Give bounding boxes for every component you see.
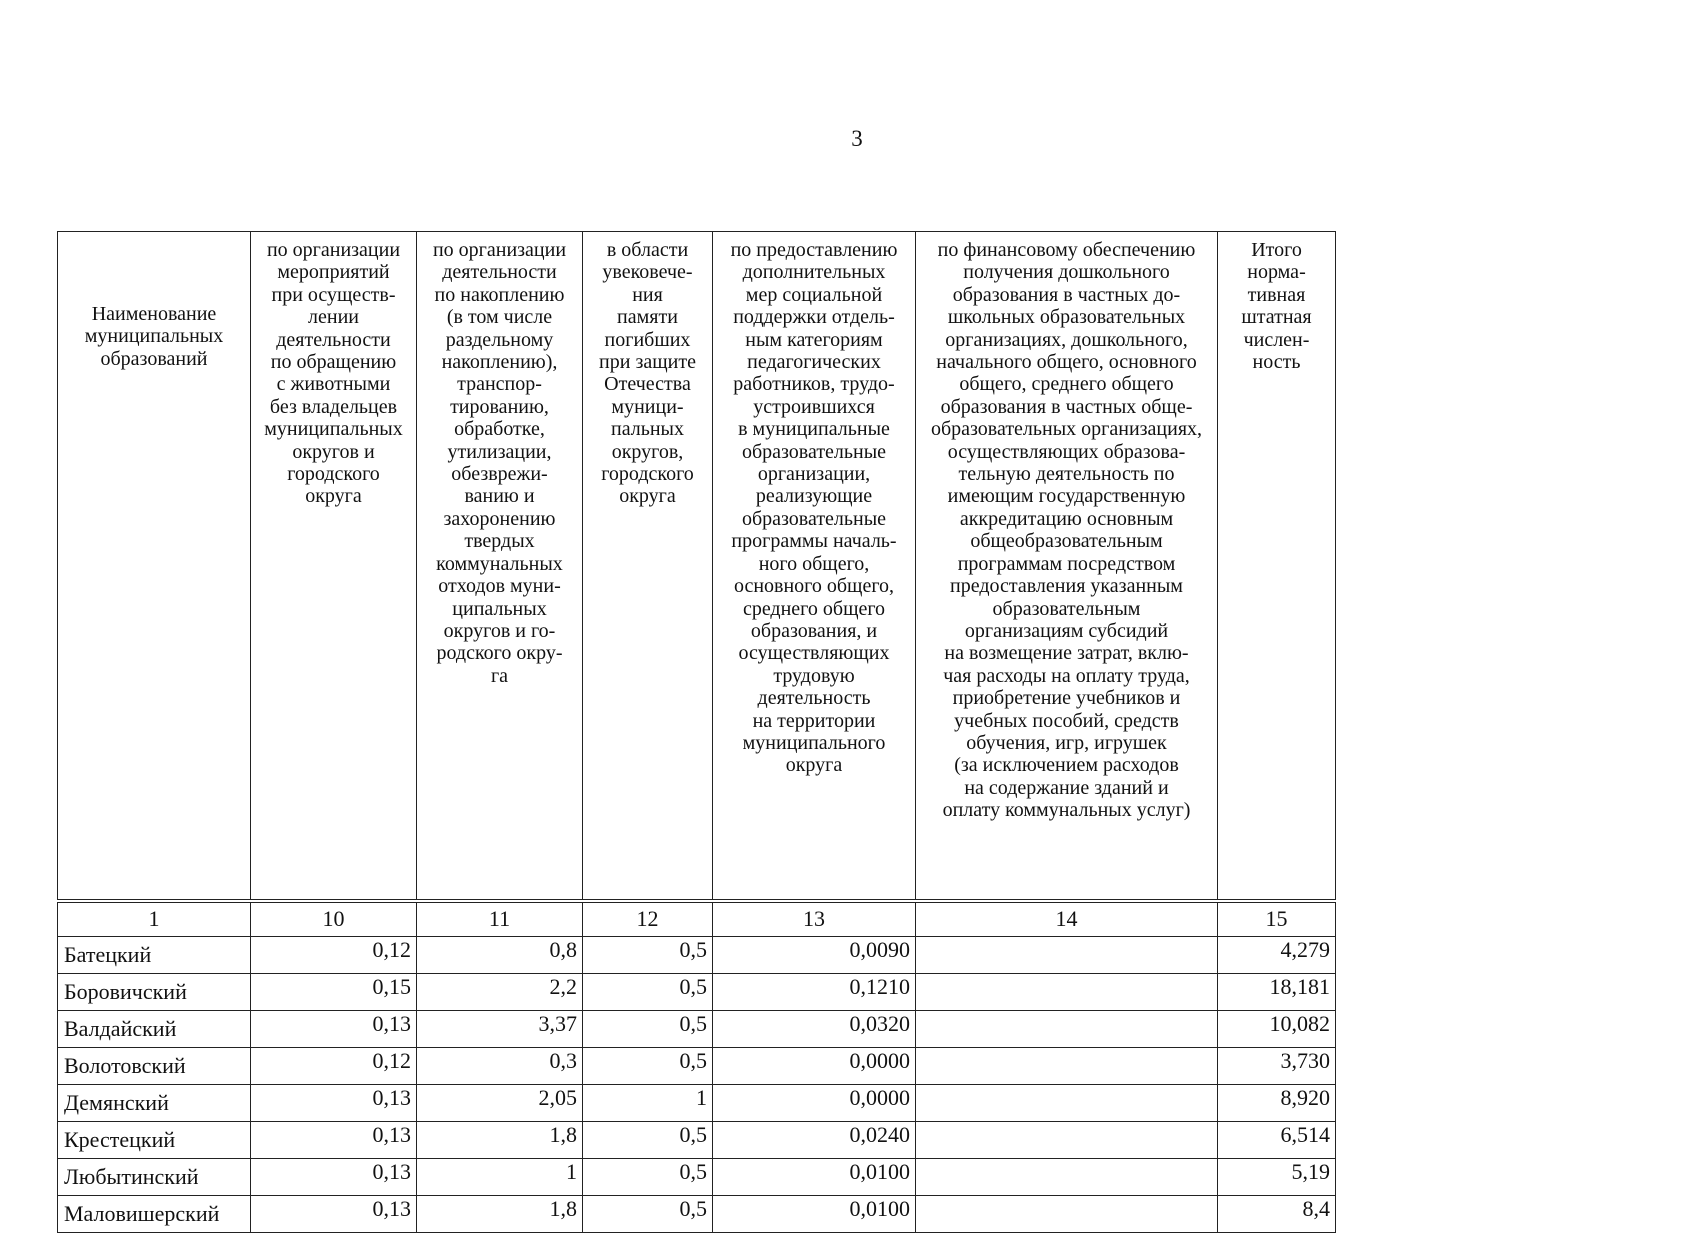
table-cell: 0,12 <box>251 937 417 974</box>
table-row <box>58 974 1336 1011</box>
municipality-name: Батецкий <box>58 937 251 974</box>
municipality-name: Крестецкий <box>58 1122 251 1159</box>
table-cell <box>916 1122 1218 1159</box>
table-cell: 5,19 <box>1218 1159 1336 1196</box>
table-cell: 0,3 <box>417 1048 583 1085</box>
table-cell: 0,0100 <box>713 1196 916 1233</box>
table-cell: 4,279 <box>1218 937 1336 974</box>
table-cell: 0,5 <box>583 1159 713 1196</box>
table-cell: 3,37 <box>417 1011 583 1048</box>
municipality-name: Валдайский <box>58 1011 251 1048</box>
table-cell: 0,13 <box>251 1011 417 1048</box>
table-row <box>58 937 1336 974</box>
table-cell: 0,5 <box>583 1011 713 1048</box>
table-cell: 0,13 <box>251 1085 417 1122</box>
table-cell: 0,1210 <box>713 974 916 1011</box>
header-teachers-support: по предоставлению дополнительных мер социальной поддержки отдель- ным категориям педагогических работников, трудо- устроившихся в муниципальные образовательные организации, реализующие образовательные программы началь- ного общего, основного общего, среднего общего образования, и осуществляющих трудовую деятельность на территории муниципального округа <box>713 232 916 902</box>
municipality-name: Любытинский <box>58 1159 251 1196</box>
table-cell: 8,4 <box>1218 1196 1336 1233</box>
table-row <box>58 1122 1336 1159</box>
table-cell: 0,13 <box>251 1159 417 1196</box>
table-cell: 1 <box>583 1085 713 1122</box>
table-cell: 0,0320 <box>713 1011 916 1048</box>
municipality-name: Маловишерский <box>58 1196 251 1233</box>
table-cell: 0,0000 <box>713 1085 916 1122</box>
header-municipality: Наименование муниципальных образований <box>58 232 251 902</box>
table-cell: 3,730 <box>1218 1048 1336 1085</box>
column-number: 10 <box>251 901 417 937</box>
table-row <box>58 1159 1336 1196</box>
header-row <box>58 232 1336 902</box>
table-cell <box>916 1048 1218 1085</box>
table-cell <box>916 1011 1218 1048</box>
header-animals: по организации мероприятий при осуществ- лении деятельности по обращению с животными без владельцев муниципальных округов и городского округа <box>251 232 417 902</box>
table-cell: 0,5 <box>583 974 713 1011</box>
table-cell: 0,5 <box>583 1196 713 1233</box>
header-memory: в области увековече- ния памяти погибших при защите Отечества муници- пальных округов, городского округа <box>583 232 713 902</box>
table-cell <box>916 974 1218 1011</box>
table-cell: 1,8 <box>417 1196 583 1233</box>
municipality-name: Демянский <box>58 1085 251 1122</box>
table-row <box>58 1085 1336 1122</box>
column-number: 12 <box>583 901 713 937</box>
column-number: 11 <box>417 901 583 937</box>
table-row <box>58 1011 1336 1048</box>
table-cell: 0,5 <box>583 937 713 974</box>
municipality-name: Волотовский <box>58 1048 251 1085</box>
municipality-name: Боровичский <box>58 974 251 1011</box>
table-cell: 6,514 <box>1218 1122 1336 1159</box>
norms-table <box>57 231 1336 1233</box>
table-cell: 0,0240 <box>713 1122 916 1159</box>
column-numbers-row <box>58 901 1336 937</box>
page-number: 3 <box>851 126 863 151</box>
table-cell: 0,0090 <box>713 937 916 974</box>
header-waste: по организации деятельности по накоплению (в том числе раздельному накоплению), транспор- тированию, обработке, утилизации, обезврежи- ванию и захоронению твердых коммунальных отходов муни- ципальных округов и го- родского окру- га <box>417 232 583 902</box>
table-cell: 0,12 <box>251 1048 417 1085</box>
table-cell <box>916 1085 1218 1122</box>
table-cell: 10,082 <box>1218 1011 1336 1048</box>
table-cell <box>916 1159 1218 1196</box>
table-cell: 0,0100 <box>713 1159 916 1196</box>
table-cell: 18,181 <box>1218 974 1336 1011</box>
header-private-education: по финансовому обеспечению получения дошкольного образования в частных до- школьных образовательных организациях, дошкольного, начального общего, основного общего, среднего общего образования в частных обще- образовательных организациях, осуществляющих образова- тельную деятельность по имеющим государственную аккредитацию основным общеобразовательным программам посредством предоставления указанным образовательным организациям субсидий на возмещение затрат, вклю- чая расходы на оплату труда, приобретение учебников и учебных пособий, средств обучения, игр, игрушек (за исключением расходов на содержание зданий и оплату коммунальных услуг) <box>916 232 1218 902</box>
table-cell <box>916 937 1218 974</box>
column-number: 15 <box>1218 901 1336 937</box>
table-cell: 2,2 <box>417 974 583 1011</box>
table-cell: 0,8 <box>417 937 583 974</box>
table-row <box>58 1048 1336 1085</box>
table-cell: 0,5 <box>583 1122 713 1159</box>
table-cell: 0,13 <box>251 1196 417 1233</box>
header-total: Итого норма- тивная штатная числен- ность <box>1218 232 1336 902</box>
table-cell: 1 <box>417 1159 583 1196</box>
table-cell <box>916 1196 1218 1233</box>
table-cell: 0,13 <box>251 1122 417 1159</box>
table-cell: 0,15 <box>251 974 417 1011</box>
column-number: 1 <box>58 901 251 937</box>
table-cell: 0,0000 <box>713 1048 916 1085</box>
column-number: 14 <box>916 901 1218 937</box>
table-cell: 8,920 <box>1218 1085 1336 1122</box>
table-cell: 1,8 <box>417 1122 583 1159</box>
table-row <box>58 1196 1336 1233</box>
table-cell: 0,5 <box>583 1048 713 1085</box>
column-number: 13 <box>713 901 916 937</box>
table-cell: 2,05 <box>417 1085 583 1122</box>
